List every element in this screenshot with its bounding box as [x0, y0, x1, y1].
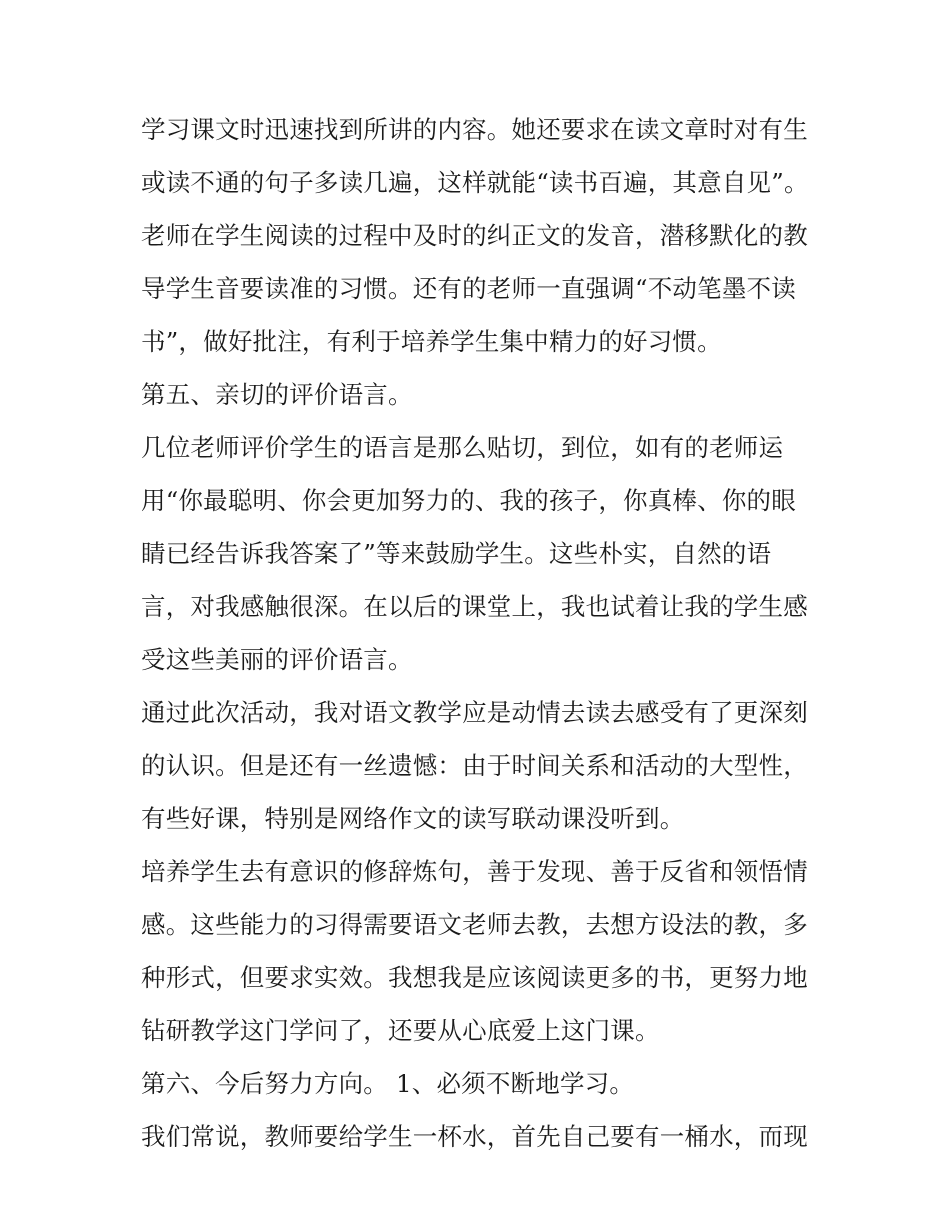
text-line: 睛已经告诉我答案了”等来鼓励学生。这些朴实，自然的语: [141, 539, 772, 568]
text-line: 感。这些能力的习得需要语文老师去教，去想方设法的教，多: [141, 910, 808, 939]
text-line: 通过此次活动，我对语文教学应是动情去读去感受有了更深刻: [141, 698, 808, 727]
text-line: 书”，做好批注，有利于培养学生集中精力的好习惯。: [141, 327, 722, 356]
text-line: 用“你最聪明、你会更加努力的、我的孩子，你真棒、你的眼: [141, 486, 796, 515]
text-line: 学习课文时迅速找到所讲的内容。她还要求在读文章时对有生: [141, 115, 808, 144]
text-line: 几位老师评价学生的语言是那么贴切，到位，如有的老师运: [141, 433, 784, 462]
text-line: 或读不通的句子多读几遍，这样就能“读书百遍，其意自见”。: [141, 168, 809, 197]
text-line: 导学生音要读准的习惯。还有的老师一直强调“不动笔墨不读: [141, 274, 796, 303]
text-line: 种形式，但要求实效。我想我是应该阅读更多的书，更努力地: [141, 963, 808, 992]
text-line: 受这些美丽的评价语言。: [141, 645, 413, 674]
text-line: 老师在学生阅读的过程中及时的纠正文的发音，潜移默化的教: [141, 221, 808, 250]
text-line: 培养学生去有意识的修辞炼句，善于发现、善于反省和领悟情: [141, 857, 808, 886]
text-line: 的认识。但是还有一丝遗憾：由于时间关系和活动的大型性，: [141, 751, 808, 780]
section-heading: 第六、今后努力方向。 1、必须不断地学习。: [141, 1069, 635, 1098]
text-line: 钻研教学这门学问了，还要从心底爱上这门课。: [141, 1016, 660, 1045]
text-line: 言，对我感触很深。在以后的课堂上，我也试着让我的学生感: [141, 592, 808, 621]
section-heading: 第五、亲切的评价语言。: [141, 380, 413, 409]
text-line: 有些好课，特别是网络作文的读写联动课没听到。: [141, 804, 685, 833]
text-line: 我们常说，教师要给学生一杯水，首先自己要有一桶水，而现: [141, 1122, 808, 1151]
